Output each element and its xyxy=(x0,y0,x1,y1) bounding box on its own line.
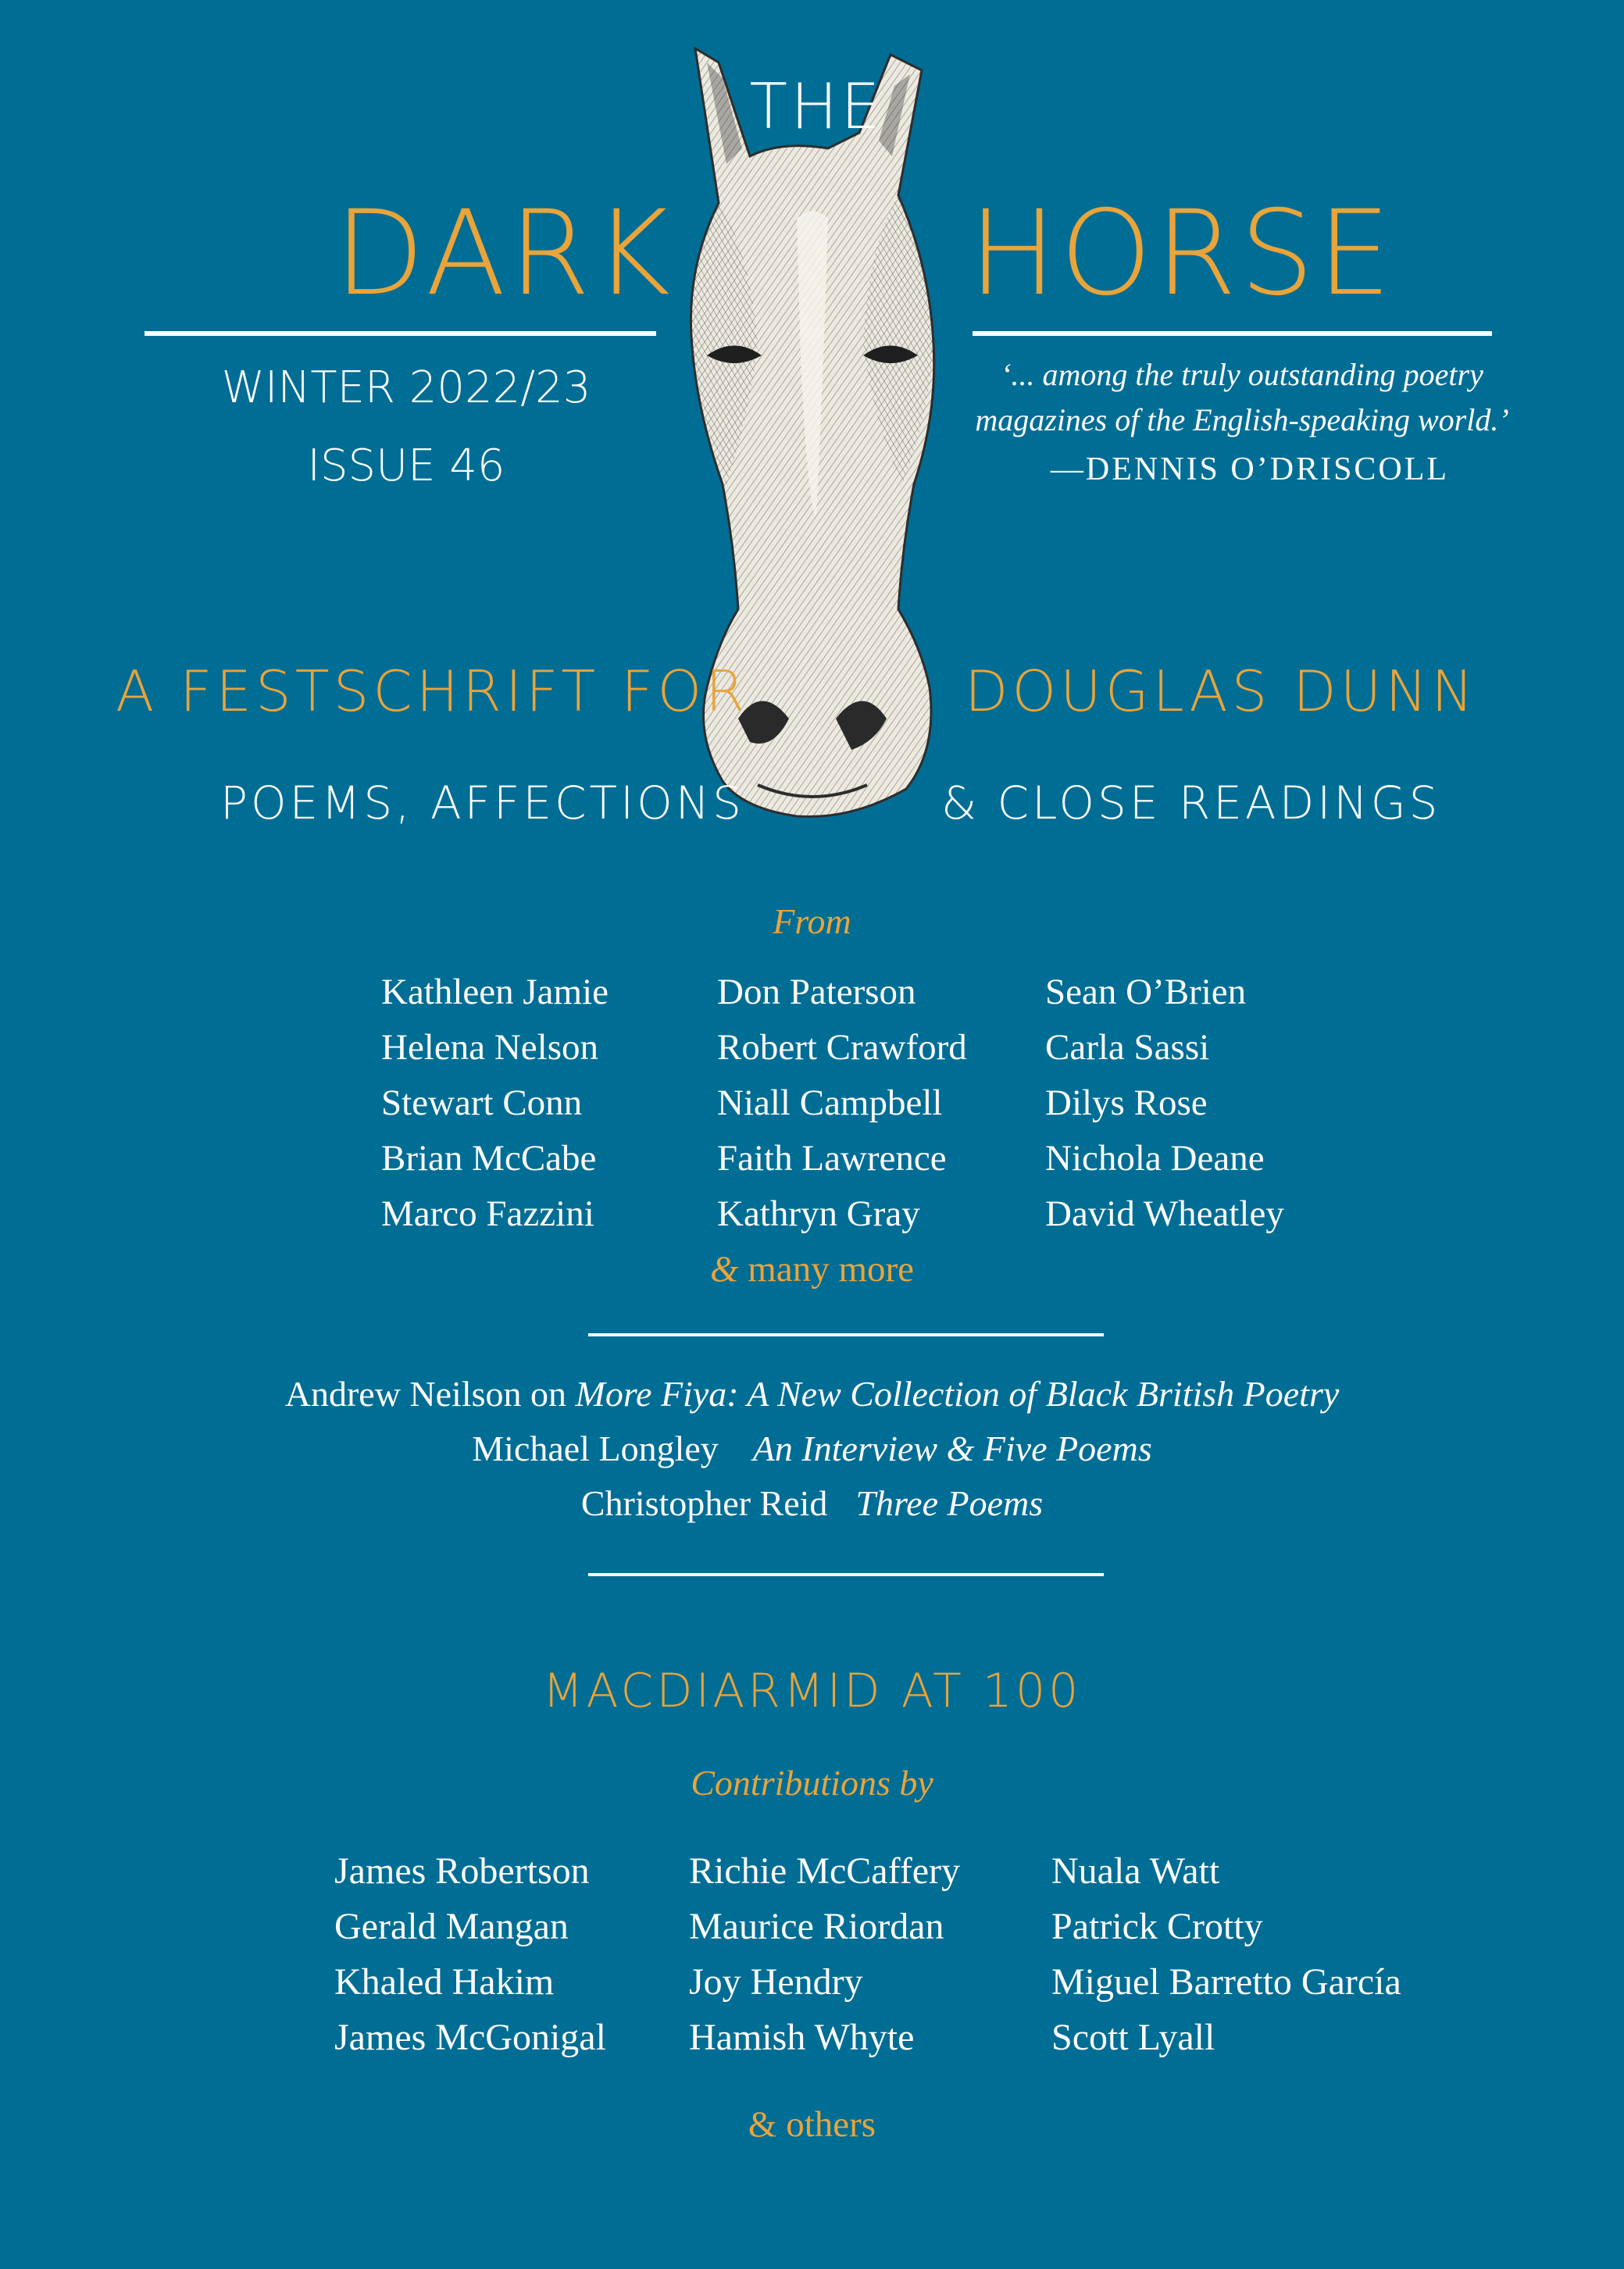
quote-line-2: magazines of the English-speaking world.’ xyxy=(975,402,1509,437)
list-item: Khaled Hakim xyxy=(334,1961,555,2003)
issue-season: WINTER 2022/23 xyxy=(221,362,591,413)
list-item: Dilys Rose xyxy=(1045,1083,1208,1123)
highlight-line-1 xyxy=(0,1367,1624,1422)
list-item: Scott Lyall xyxy=(1051,2017,1215,2058)
highlight-line-3 xyxy=(0,1476,1624,1531)
highlight-work: Three Poems xyxy=(855,1483,1044,1523)
festschrift-contributors-col-1 xyxy=(381,965,609,1242)
quote-line-1: ‘... among the truly outstanding poetry xyxy=(1001,357,1483,392)
highlight-work: More Fiya: A New Collection of Black British Poetry xyxy=(575,1374,1340,1414)
highlight-work: An Interview & Five Poems xyxy=(752,1429,1152,1468)
list-item: Helena Nelson xyxy=(381,1027,598,1068)
list-item: Kathryn Gray xyxy=(717,1193,920,1234)
divider-rule-2 xyxy=(588,1573,1104,1576)
list-item: Don Paterson xyxy=(717,972,916,1012)
festschrift-contributors-col-2 xyxy=(717,965,967,1242)
list-item: James McGonigal xyxy=(334,2017,606,2058)
feature-subtitle-right: & CLOSE READINGS xyxy=(941,776,1441,829)
masthead-rule-right xyxy=(973,331,1492,336)
list-item: Nuala Watt xyxy=(1051,1850,1220,1892)
list-item: Robert Crawford xyxy=(717,1027,967,1068)
list-item: Brian McCabe xyxy=(381,1138,597,1179)
many-more-text: many more xyxy=(748,1249,915,1290)
list-item: Gerald Mangan xyxy=(334,1906,569,1947)
list-item: Sean O’Brien xyxy=(1045,972,1247,1012)
highlight-author: Michael Longley xyxy=(472,1429,719,1468)
many-more-note xyxy=(0,1242,1624,1297)
feature-title-left: A FESTSCHRIFT FOR xyxy=(116,658,749,724)
list-item: Hamish Whyte xyxy=(689,2017,915,2058)
issue-number: ISSUE 46 xyxy=(307,441,505,491)
list-item: Richie McCaffery xyxy=(689,1850,960,1892)
list-item: Stewart Conn xyxy=(381,1083,583,1123)
many-more-ampersand: & xyxy=(709,1249,739,1290)
list-item: Niall Campbell xyxy=(717,1083,943,1123)
others-note: & others xyxy=(748,2104,876,2145)
macdiarmid-label: Contributions by xyxy=(691,1763,933,1803)
masthead-rule-left xyxy=(145,331,656,336)
divider-rule-1 xyxy=(588,1333,1104,1336)
quote-attribution: —DENNIS O’DRISCOLL xyxy=(1050,451,1450,487)
list-item: Nichola Deane xyxy=(1045,1138,1265,1179)
feature-title-right: DOUGLAS DUNN xyxy=(965,658,1478,724)
list-item: Joy Hendry xyxy=(689,1961,863,2003)
masthead-dark: DARK xyxy=(334,186,674,322)
macdiarmid-contributors-col-2 xyxy=(689,1843,960,2065)
macdiarmid-title: MACDIARMID AT 100 xyxy=(542,1664,1082,1718)
macdiarmid-contributors-col-1 xyxy=(334,1843,606,2065)
festschrift-contributors-col-3 xyxy=(1045,965,1284,1242)
masthead-the: THE xyxy=(749,70,883,143)
highlight-author: Andrew Neilson on xyxy=(284,1374,576,1414)
highlight-author: Christopher Reid xyxy=(580,1483,828,1523)
list-item: James Robertson xyxy=(334,1850,590,1892)
feature-subtitle-left: POEMS, AFFECTIONS xyxy=(220,776,744,829)
list-item: Maurice Riordan xyxy=(689,1906,944,1947)
list-item: Marco Fazzini xyxy=(381,1193,594,1234)
highlight-line-2 xyxy=(0,1422,1624,1476)
list-item: Faith Lawrence xyxy=(717,1138,947,1179)
list-item: Carla Sassi xyxy=(1045,1027,1210,1068)
list-item: Kathleen Jamie xyxy=(381,972,609,1012)
list-item: Patrick Crotty xyxy=(1051,1906,1263,1947)
from-label: From xyxy=(773,901,851,941)
list-item: Miguel Barretto García xyxy=(1051,1961,1401,2003)
list-item: David Wheatley xyxy=(1045,1193,1284,1234)
macdiarmid-contributors-col-3 xyxy=(1051,1843,1401,2065)
masthead-horse: HORSE xyxy=(969,186,1395,322)
